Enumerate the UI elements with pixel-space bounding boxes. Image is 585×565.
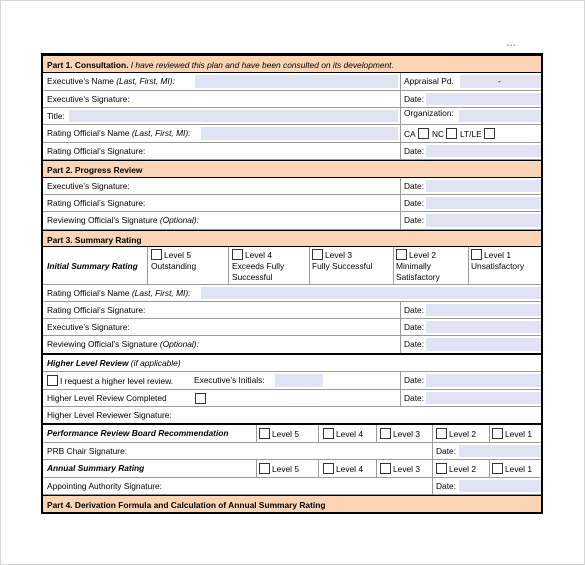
p2-exec-sig-label: Executive’s Signature: <box>47 181 130 191</box>
prb-level2-checkbox[interactable] <box>436 428 447 439</box>
p2-exec-date-field[interactable] <box>426 180 541 192</box>
part3-title: Part 3. Summary Rating <box>47 235 142 245</box>
request-date-label: Date: <box>404 375 425 385</box>
annual-level2-checkbox[interactable] <box>436 463 447 474</box>
annual-level1-checkbox[interactable] <box>492 463 503 474</box>
completed-date-field[interactable] <box>426 392 541 404</box>
p3-reviewing-date-field[interactable] <box>426 338 541 351</box>
part3-header <box>43 230 541 247</box>
row-title <box>43 108 541 125</box>
part2-header <box>43 160 541 178</box>
review-completed-checkbox[interactable] <box>195 393 206 404</box>
annual-level4-checkbox[interactable] <box>323 463 334 474</box>
initial-level1-desc: Unsatisfactory <box>471 261 525 271</box>
p2-reviewing-date-label: Date: <box>404 215 425 225</box>
prb-level3-checkbox[interactable] <box>380 428 391 439</box>
prb-level1-label: Level 1 <box>505 429 533 439</box>
row-rating-sig <box>43 143 541 160</box>
annual-level1-label: Level 1 <box>505 464 533 474</box>
higher-review-header <box>43 355 541 372</box>
p3-optional-hint: (Optional): <box>159 339 199 349</box>
higher-reviewer-sig-label: Higher Level Reviewer Signature: <box>47 410 172 420</box>
initial-level5-label: Level 5 <box>164 250 192 260</box>
p3-rating-name-label: Rating Official’s Name <box>47 288 130 298</box>
row-p2-exec-sig <box>43 178 541 195</box>
prb-level5-label: Level 5 <box>272 429 300 439</box>
p3-reviewing-date-label: Date: <box>404 339 425 349</box>
p3-rating-name-field[interactable] <box>201 287 541 299</box>
row-higher-reviewer-sig <box>43 407 541 425</box>
p3-exec-date-label: Date: <box>404 322 425 332</box>
page-corner-mark: ▪▪▪ <box>507 43 517 49</box>
prb-chair-date-label: Date: <box>436 446 457 456</box>
prb-level4-checkbox[interactable] <box>323 428 334 439</box>
p3-rating-sig-label: Rating Official’s Signature: <box>47 305 146 315</box>
annual-summary-label: Annual Summary Rating <box>47 463 145 473</box>
p3-rating-name-hint: (Last, First, MI): <box>131 288 191 298</box>
initial-level2-desc2: Satisfactory <box>396 272 440 282</box>
nc-label: NC <box>432 129 445 139</box>
row-appointing-sig <box>43 478 541 495</box>
row-higher-completed <box>43 390 541 407</box>
initial-level4[interactable] <box>232 249 284 283</box>
prb-level5-checkbox[interactable] <box>259 428 270 439</box>
initial-level2[interactable] <box>396 249 440 283</box>
initial-level2-desc: Minimally <box>396 261 431 271</box>
request-review-label: I request a higher level review. <box>60 376 174 386</box>
initial-level1-label: Level 1 <box>484 250 512 260</box>
appointing-date-label: Date: <box>436 481 457 491</box>
prb-level2-label: Level 2 <box>449 429 477 439</box>
row-p3-rating-sig <box>43 302 541 319</box>
ca-label: CA <box>404 129 416 139</box>
prb-title: Performance Review Board Recommendation <box>47 428 229 438</box>
initial-level1[interactable] <box>471 249 524 272</box>
initial-level4-desc: Exceeds Fully <box>232 261 285 271</box>
appraisal-form <box>41 53 543 514</box>
initial-level5-desc: Outstanding <box>151 261 197 271</box>
part1-title: Part 1. Consultation. <box>47 60 129 70</box>
p2-rating-date-field[interactable] <box>426 197 541 209</box>
request-review-checkbox[interactable] <box>47 375 58 386</box>
exec-sig-date-field[interactable] <box>426 93 541 105</box>
initial-level4-label: Level 4 <box>245 250 273 260</box>
annual-level2-label: Level 2 <box>449 464 477 474</box>
part4-title: Part 4. Derivation Formula and Calculation of Annual Summary Rating <box>47 500 326 510</box>
p2-rating-date-label: Date: <box>404 198 425 208</box>
rating-name-field[interactable] <box>201 127 398 140</box>
part1-note: I have reviewed this plan and have been consulted on its development. <box>130 60 394 70</box>
initial-level2-label: Level 2 <box>409 250 437 260</box>
appointing-date-field[interactable] <box>459 480 541 492</box>
p2-optional-hint: (Optional): <box>159 215 199 225</box>
annual-level3-checkbox[interactable] <box>380 463 391 474</box>
prb-level4-label: Level 4 <box>336 429 364 439</box>
initial-level3-desc: Fully Successful <box>312 261 373 271</box>
p2-exec-date-label: Date: <box>404 181 425 191</box>
p3-reviewing-sig-label: Reviewing Official’s Signature <box>47 339 158 349</box>
row-higher-request <box>43 372 541 390</box>
part2-title: Part 2. Progress Review <box>47 165 143 175</box>
annual-level5-checkbox[interactable] <box>259 463 270 474</box>
organization-field[interactable] <box>459 110 541 122</box>
exec-sig-date-label: Date: <box>404 94 425 104</box>
row-p3-rating-name <box>43 285 541 302</box>
part4-header <box>43 495 541 512</box>
row-prb-recommendation <box>43 425 541 443</box>
row-p3-reviewing-sig <box>43 336 541 355</box>
p3-rating-date-label: Date: <box>404 305 425 315</box>
initial-summary-label: Initial Summary Rating <box>47 261 138 271</box>
row-prb-chair-sig <box>43 443 541 460</box>
p3-exec-date-field[interactable] <box>426 321 541 333</box>
rating-sig-date-field[interactable] <box>426 145 541 157</box>
p2-reviewing-date-field[interactable] <box>426 214 541 227</box>
ca-checkbox[interactable] <box>418 128 429 139</box>
row-p2-reviewing-sig <box>43 212 541 230</box>
exec-sig-label: Executive’s Signature: <box>47 94 130 104</box>
row-exec-sig <box>43 91 541 108</box>
initial-level1-checkbox[interactable] <box>471 249 482 260</box>
ltle-checkbox[interactable] <box>484 128 495 139</box>
initial-level2-checkbox[interactable] <box>396 249 407 260</box>
rating-name-hint: (Last, First, MI): <box>131 128 191 138</box>
completed-date-label: Date: <box>404 393 425 403</box>
title-field[interactable] <box>69 110 398 122</box>
initial-level5-checkbox[interactable] <box>151 249 162 260</box>
rating-sig-date-label: Date: <box>404 146 425 156</box>
row-exec-name <box>43 73 541 91</box>
prb-chair-sig-label: PRB Chair Signature: <box>47 446 128 456</box>
appraisal-period-label: Appraisal Pd. <box>404 76 454 86</box>
exec-name-hint: (Last, First, MI): <box>116 76 175 86</box>
row-rating-name <box>43 125 541 143</box>
request-date-field[interactable] <box>426 374 541 387</box>
exec-name-label: Executive’s Name <box>47 76 114 86</box>
review-completed-label: Higher Level Review Completed <box>47 393 167 403</box>
higher-review-title: Higher Level Review <box>47 358 129 368</box>
appointing-sig-label: Appointing Authority Signature: <box>47 481 163 491</box>
p2-reviewing-sig-label: Reviewing Official’s Signature <box>47 215 158 225</box>
exec-initials-field[interactable] <box>275 374 323 387</box>
appraisal-dash: - <box>498 76 501 86</box>
initial-level3[interactable] <box>312 249 373 272</box>
rating-sig-label: Rating Official’s Signature: <box>47 146 146 156</box>
initial-level4-checkbox[interactable] <box>232 249 243 260</box>
exec-name-field[interactable] <box>195 75 398 88</box>
row-initial-summary <box>43 247 541 285</box>
nc-checkbox[interactable] <box>446 128 457 139</box>
row-p3-exec-sig <box>43 319 541 336</box>
annual-level3-label: Level 3 <box>393 464 421 474</box>
higher-review-hint: (if applicable) <box>130 358 181 368</box>
row-annual-summary <box>43 460 541 478</box>
initial-level4-desc2: Successful <box>232 272 273 282</box>
initial-level5[interactable] <box>151 249 196 272</box>
ltle-label: LT/LE <box>460 129 482 139</box>
prb-level1-checkbox[interactable] <box>492 428 503 439</box>
prb-level3-label: Level 3 <box>393 429 421 439</box>
p2-rating-sig-label: Rating Official’s Signature: <box>47 198 146 208</box>
title-label: Title: <box>47 111 65 121</box>
p3-rating-date-field[interactable] <box>426 304 541 316</box>
annual-level5-label: Level 5 <box>272 464 300 474</box>
rating-name-label: Rating Official’s Name <box>47 128 130 138</box>
part1-header <box>43 55 541 73</box>
exec-initials-label: Executive’s Initials: <box>194 375 265 385</box>
prb-chair-date-field[interactable] <box>459 445 541 457</box>
p3-exec-sig-label: Executive’s Signature: <box>47 322 130 332</box>
organization-label: Organization: <box>404 108 454 118</box>
initial-level3-checkbox[interactable] <box>312 249 323 260</box>
row-p2-rating-sig <box>43 195 541 212</box>
initial-level3-label: Level 3 <box>325 250 353 260</box>
annual-level4-label: Level 4 <box>336 464 364 474</box>
